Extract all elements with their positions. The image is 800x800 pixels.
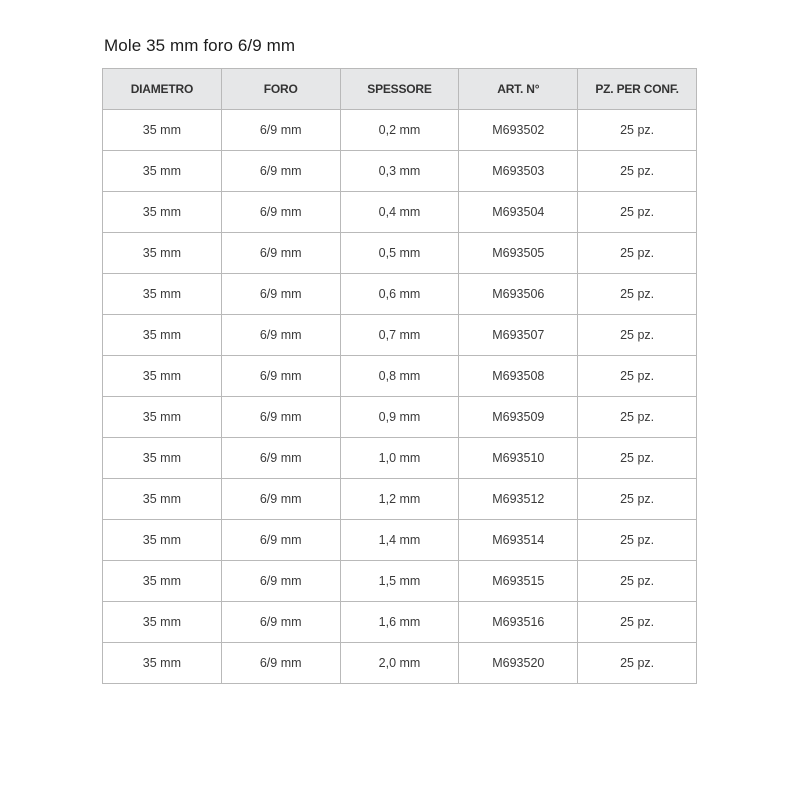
cell-diametro: 35 mm [103, 643, 222, 684]
table-row [103, 274, 697, 315]
cell-art-n: M693508 [459, 356, 578, 397]
cell-pz-per-conf: 25 pz. [578, 151, 697, 192]
cell-diametro: 35 mm [103, 397, 222, 438]
cell-pz-per-conf: 25 pz. [578, 643, 697, 684]
cell-diametro: 35 mm [103, 561, 222, 602]
cell-foro: 6/9 mm [221, 315, 340, 356]
table-row [103, 356, 697, 397]
cell-diametro: 35 mm [103, 192, 222, 233]
table-row [103, 315, 697, 356]
cell-pz-per-conf: 25 pz. [578, 438, 697, 479]
cell-diametro: 35 mm [103, 151, 222, 192]
cell-spessore: 0,5 mm [340, 233, 459, 274]
cell-art-n: M693507 [459, 315, 578, 356]
cell-diametro: 35 mm [103, 233, 222, 274]
cell-art-n: M693502 [459, 110, 578, 151]
cell-art-n: M693506 [459, 274, 578, 315]
cell-diametro: 35 mm [103, 520, 222, 561]
header-diametro: DIAMETRO [103, 69, 222, 110]
cell-pz-per-conf: 25 pz. [578, 315, 697, 356]
cell-pz-per-conf: 25 pz. [578, 397, 697, 438]
header-foro: FORO [221, 69, 340, 110]
cell-art-n: M693503 [459, 151, 578, 192]
table-row [103, 438, 697, 479]
cell-diametro: 35 mm [103, 274, 222, 315]
cell-pz-per-conf: 25 pz. [578, 602, 697, 643]
cell-spessore: 1,2 mm [340, 479, 459, 520]
table-row [103, 151, 697, 192]
cell-spessore: 0,8 mm [340, 356, 459, 397]
header-art-n: ART. N° [459, 69, 578, 110]
cell-foro: 6/9 mm [221, 274, 340, 315]
cell-foro: 6/9 mm [221, 397, 340, 438]
cell-art-n: M693510 [459, 438, 578, 479]
cell-art-n: M693504 [459, 192, 578, 233]
cell-art-n: M693515 [459, 561, 578, 602]
cell-pz-per-conf: 25 pz. [578, 274, 697, 315]
cell-spessore: 1,6 mm [340, 602, 459, 643]
table-header [103, 69, 697, 110]
cell-spessore: 0,6 mm [340, 274, 459, 315]
header-row [103, 69, 697, 110]
cell-diametro: 35 mm [103, 315, 222, 356]
cell-foro: 6/9 mm [221, 151, 340, 192]
cell-art-n: M693509 [459, 397, 578, 438]
cell-diametro: 35 mm [103, 438, 222, 479]
table-row [103, 643, 697, 684]
cell-art-n: M693514 [459, 520, 578, 561]
cell-pz-per-conf: 25 pz. [578, 479, 697, 520]
cell-pz-per-conf: 25 pz. [578, 233, 697, 274]
cell-spessore: 1,0 mm [340, 438, 459, 479]
cell-pz-per-conf: 25 pz. [578, 561, 697, 602]
header-spessore: SPESSORE [340, 69, 459, 110]
table-row [103, 520, 697, 561]
table-row [103, 561, 697, 602]
cell-foro: 6/9 mm [221, 438, 340, 479]
cell-foro: 6/9 mm [221, 561, 340, 602]
table-row [103, 110, 697, 151]
table-row [103, 233, 697, 274]
cell-foro: 6/9 mm [221, 602, 340, 643]
cell-spessore: 0,4 mm [340, 192, 459, 233]
cell-foro: 6/9 mm [221, 643, 340, 684]
cell-spessore: 0,7 mm [340, 315, 459, 356]
cell-spessore: 0,3 mm [340, 151, 459, 192]
cell-art-n: M693516 [459, 602, 578, 643]
cell-diametro: 35 mm [103, 602, 222, 643]
cell-art-n: M693512 [459, 479, 578, 520]
cell-foro: 6/9 mm [221, 520, 340, 561]
cell-diametro: 35 mm [103, 479, 222, 520]
cell-pz-per-conf: 25 pz. [578, 192, 697, 233]
page-title: Mole 35 mm foro 6/9 mm [104, 36, 296, 55]
cell-foro: 6/9 mm [221, 233, 340, 274]
cell-art-n: M693520 [459, 643, 578, 684]
cell-foro: 6/9 mm [221, 110, 340, 151]
cell-pz-per-conf: 25 pz. [578, 356, 697, 397]
table-row [103, 479, 697, 520]
cell-foro: 6/9 mm [221, 479, 340, 520]
cell-art-n: M693505 [459, 233, 578, 274]
cell-spessore: 2,0 mm [340, 643, 459, 684]
cell-foro: 6/9 mm [221, 192, 340, 233]
cell-diametro: 35 mm [103, 356, 222, 397]
cell-spessore: 0,9 mm [340, 397, 459, 438]
cell-spessore: 1,4 mm [340, 520, 459, 561]
cell-pz-per-conf: 25 pz. [578, 110, 697, 151]
cell-pz-per-conf: 25 pz. [578, 520, 697, 561]
table-body [103, 110, 697, 684]
header-pz-per-conf: PZ. PER CONF. [578, 69, 697, 110]
table-row [103, 192, 697, 233]
table-row [103, 397, 697, 438]
cell-foro: 6/9 mm [221, 356, 340, 397]
table-row [103, 602, 697, 643]
cell-diametro: 35 mm [103, 110, 222, 151]
cell-spessore: 0,2 mm [340, 110, 459, 151]
product-table [102, 68, 697, 684]
cell-spessore: 1,5 mm [340, 561, 459, 602]
